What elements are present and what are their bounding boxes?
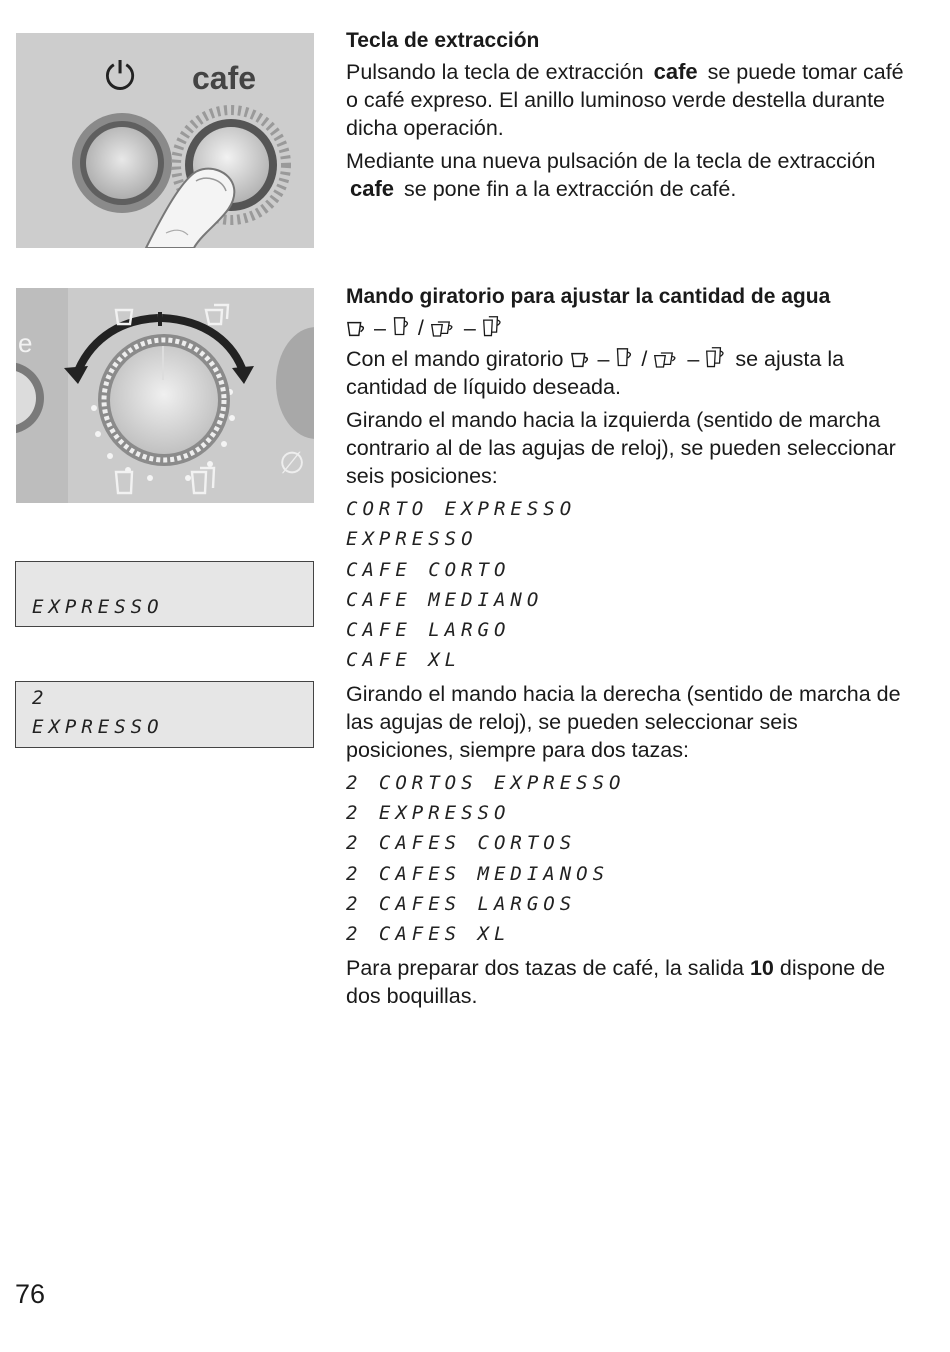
cafe-key-label: cafe [653,59,698,84]
paragraph [346,954,906,1010]
rotary-knob-section [346,283,906,1010]
large-cup-icon [392,315,412,339]
text: se pone fin a la extracción de café. [404,177,737,201]
paragraph [346,58,906,142]
option-item: CAFE CORTO [346,558,511,581]
cafe-button-illustration [16,33,314,248]
text: Mediante una nueva pulsación de la tecla de extracción [346,149,876,173]
text: Con el mando giratorio [346,347,564,371]
small-cup-icon [570,350,592,370]
section-heading: Mando giratorio para ajustar la cantidad de agua [346,285,831,308]
display-2-expresso [15,681,314,748]
paragraph: Girando el mando hacia la izquierda (sentido de marcha contrario al de las agujas de reloj), se pueden seleccionar seis posiciones: [346,408,896,488]
display-text: EXPRESSO [32,716,164,738]
option-item: 2 CAFES XL [346,923,511,946]
text: Para preparar dos tazas de café, la salida [346,955,744,980]
coffee-bean-icon: ∅ [279,447,306,480]
separator: – [373,316,386,340]
option-item: CAFE LARGO [346,619,511,642]
double-small-cup-icon [430,319,458,339]
small-cup-icon [346,319,368,339]
option-item: 2 CAFES LARGOS [346,892,577,915]
partial-label: e [18,328,33,358]
double-large-cup-icon [705,346,729,370]
cafe-button-label: cafe [192,60,257,96]
double-small-cup-icon [653,350,681,370]
option-item: CAFE XL [346,649,462,672]
separator: / [641,347,648,371]
display-expresso [15,561,314,627]
option-item: 2 CAFES CORTOS [346,832,577,855]
paragraph [346,345,906,401]
cafe-key-label: cafe [350,176,395,201]
cup-size-symbols [346,313,906,343]
double-large-cup-icon [482,315,506,339]
text: se ajusta la cantidad de líquido deseada. [346,347,845,399]
large-cup-icon [615,346,635,370]
separator: – [463,316,476,340]
left-options-list [346,494,906,676]
power-icon: ⏻ [105,56,136,98]
option-item: 2 EXPRESSO [346,802,511,825]
option-item: CAFE MEDIANO [346,588,544,611]
extraction-key-section [346,27,906,203]
page-number: 76 [15,1279,46,1309]
rotary-knob-illustration [16,288,314,503]
option-item: 2 CORTOS EXPRESSO [346,771,626,794]
text: se puede tomar café o café expreso. El anillo luminoso verde destella durante dicha operación. [346,60,904,140]
text: dispone de dos boquillas. [346,955,886,1008]
text: Pulsando la tecla de extracción [346,60,644,84]
separator: – [597,347,610,371]
display-text: EXPRESSO [32,596,164,618]
paragraph: Girando el mando hacia la derecha (sentido de marcha de las agujas de reloj), se pueden seleccionar seis posiciones, siempre para dos tazas: [346,681,901,762]
section-heading: Tecla de extracción [346,29,540,52]
right-options-list [346,768,906,950]
outlet-number: 10 [749,955,774,980]
separator: – [687,347,700,371]
option-item: EXPRESSO [346,528,478,551]
display-text: 2 [32,687,49,709]
option-item: 2 CAFES MEDIANOS [346,862,610,885]
paragraph [346,147,906,203]
separator: / [417,316,424,340]
option-item: CORTO EXPRESSO [346,498,577,520]
